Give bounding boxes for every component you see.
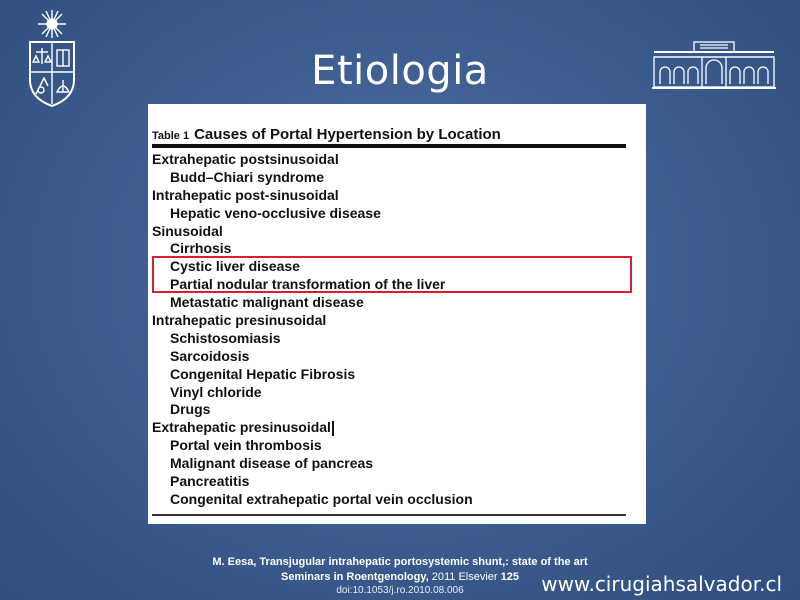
table-row-item [152,491,632,509]
table-row-text: Partial nodular transformation of the liver [170,276,446,293]
table-row-text: Hepatic veno-occlusive disease [170,204,381,221]
table-row-item [152,455,632,473]
text-cursor-mark [332,421,334,436]
citation-author-title: M. Eesa, Transjugular intrahepatic portosystemic shunt,: state of the art [212,556,588,568]
table-top-rule [152,144,626,148]
table-row-category [152,187,632,205]
table-row-item [152,401,632,419]
table-row-item [152,205,632,223]
citation-doi: doi:10.1053/j.ro.2010.08.006 [336,585,464,596]
citation-journal-name: Seminars in Roentgenology, [280,571,429,583]
table-row-text: Extrahepatic presinusoidal [152,419,331,436]
table-row-text: Drugs [170,401,211,418]
website-url: www.cirugiahsalvador.cl [541,572,782,596]
slide-title: Etiologia [311,48,489,94]
table-row-text: Budd–Chiari syndrome [170,168,325,185]
table-bottom-rule [152,514,626,516]
table-rows [152,151,632,509]
table-row-item [152,294,632,312]
table-caption [152,126,501,143]
table-row-text: Sinusoidal [152,222,223,239]
table-row-text: Schistosomiasis [170,329,281,346]
table-row-text: Vinyl chloride [170,383,262,400]
table-row-category [152,151,632,169]
table-row-item [152,437,632,455]
table-row-item [152,384,632,402]
table-row-item [152,348,632,366]
citation-publisher: 2011 Elsevier [428,571,501,583]
table-row-item [152,330,632,348]
table-title: Causes of Portal Hypertension by Location [194,126,501,143]
table-row-text: Cirrhosis [170,240,232,257]
table-row-item [152,366,632,384]
table-row-text: Sarcoidosis [170,347,250,364]
table-row-item [152,169,632,187]
table-row-text: Portal vein thrombosis [170,437,322,454]
table-row-text: Cystic liver disease [170,258,300,275]
table-image [148,104,646,524]
table-row-text: Malignant disease of pancreas [170,455,374,472]
table-row-category [152,223,632,241]
highlight-box [152,256,632,293]
table-row-text: Intrahepatic post-sinusoidal [152,186,339,203]
table-row-text: Congenital extrahepatic portal vein occlusion [170,490,473,507]
citation-page: 125 [500,571,520,583]
table-row-text: Metastatic malignant disease [170,294,364,311]
table-row-item [152,473,632,491]
table-number: Table 1 [152,130,190,142]
table-row-category [152,312,632,330]
table-row-text: Extrahepatic postsinusoidal [152,151,339,167]
table-row-category [152,419,632,437]
table-row-text: Intrahepatic presinusoidal [152,312,327,329]
table-row-text: Pancreatitis [170,473,250,490]
table-row-text: Congenital Hepatic Fibrosis [170,365,356,382]
